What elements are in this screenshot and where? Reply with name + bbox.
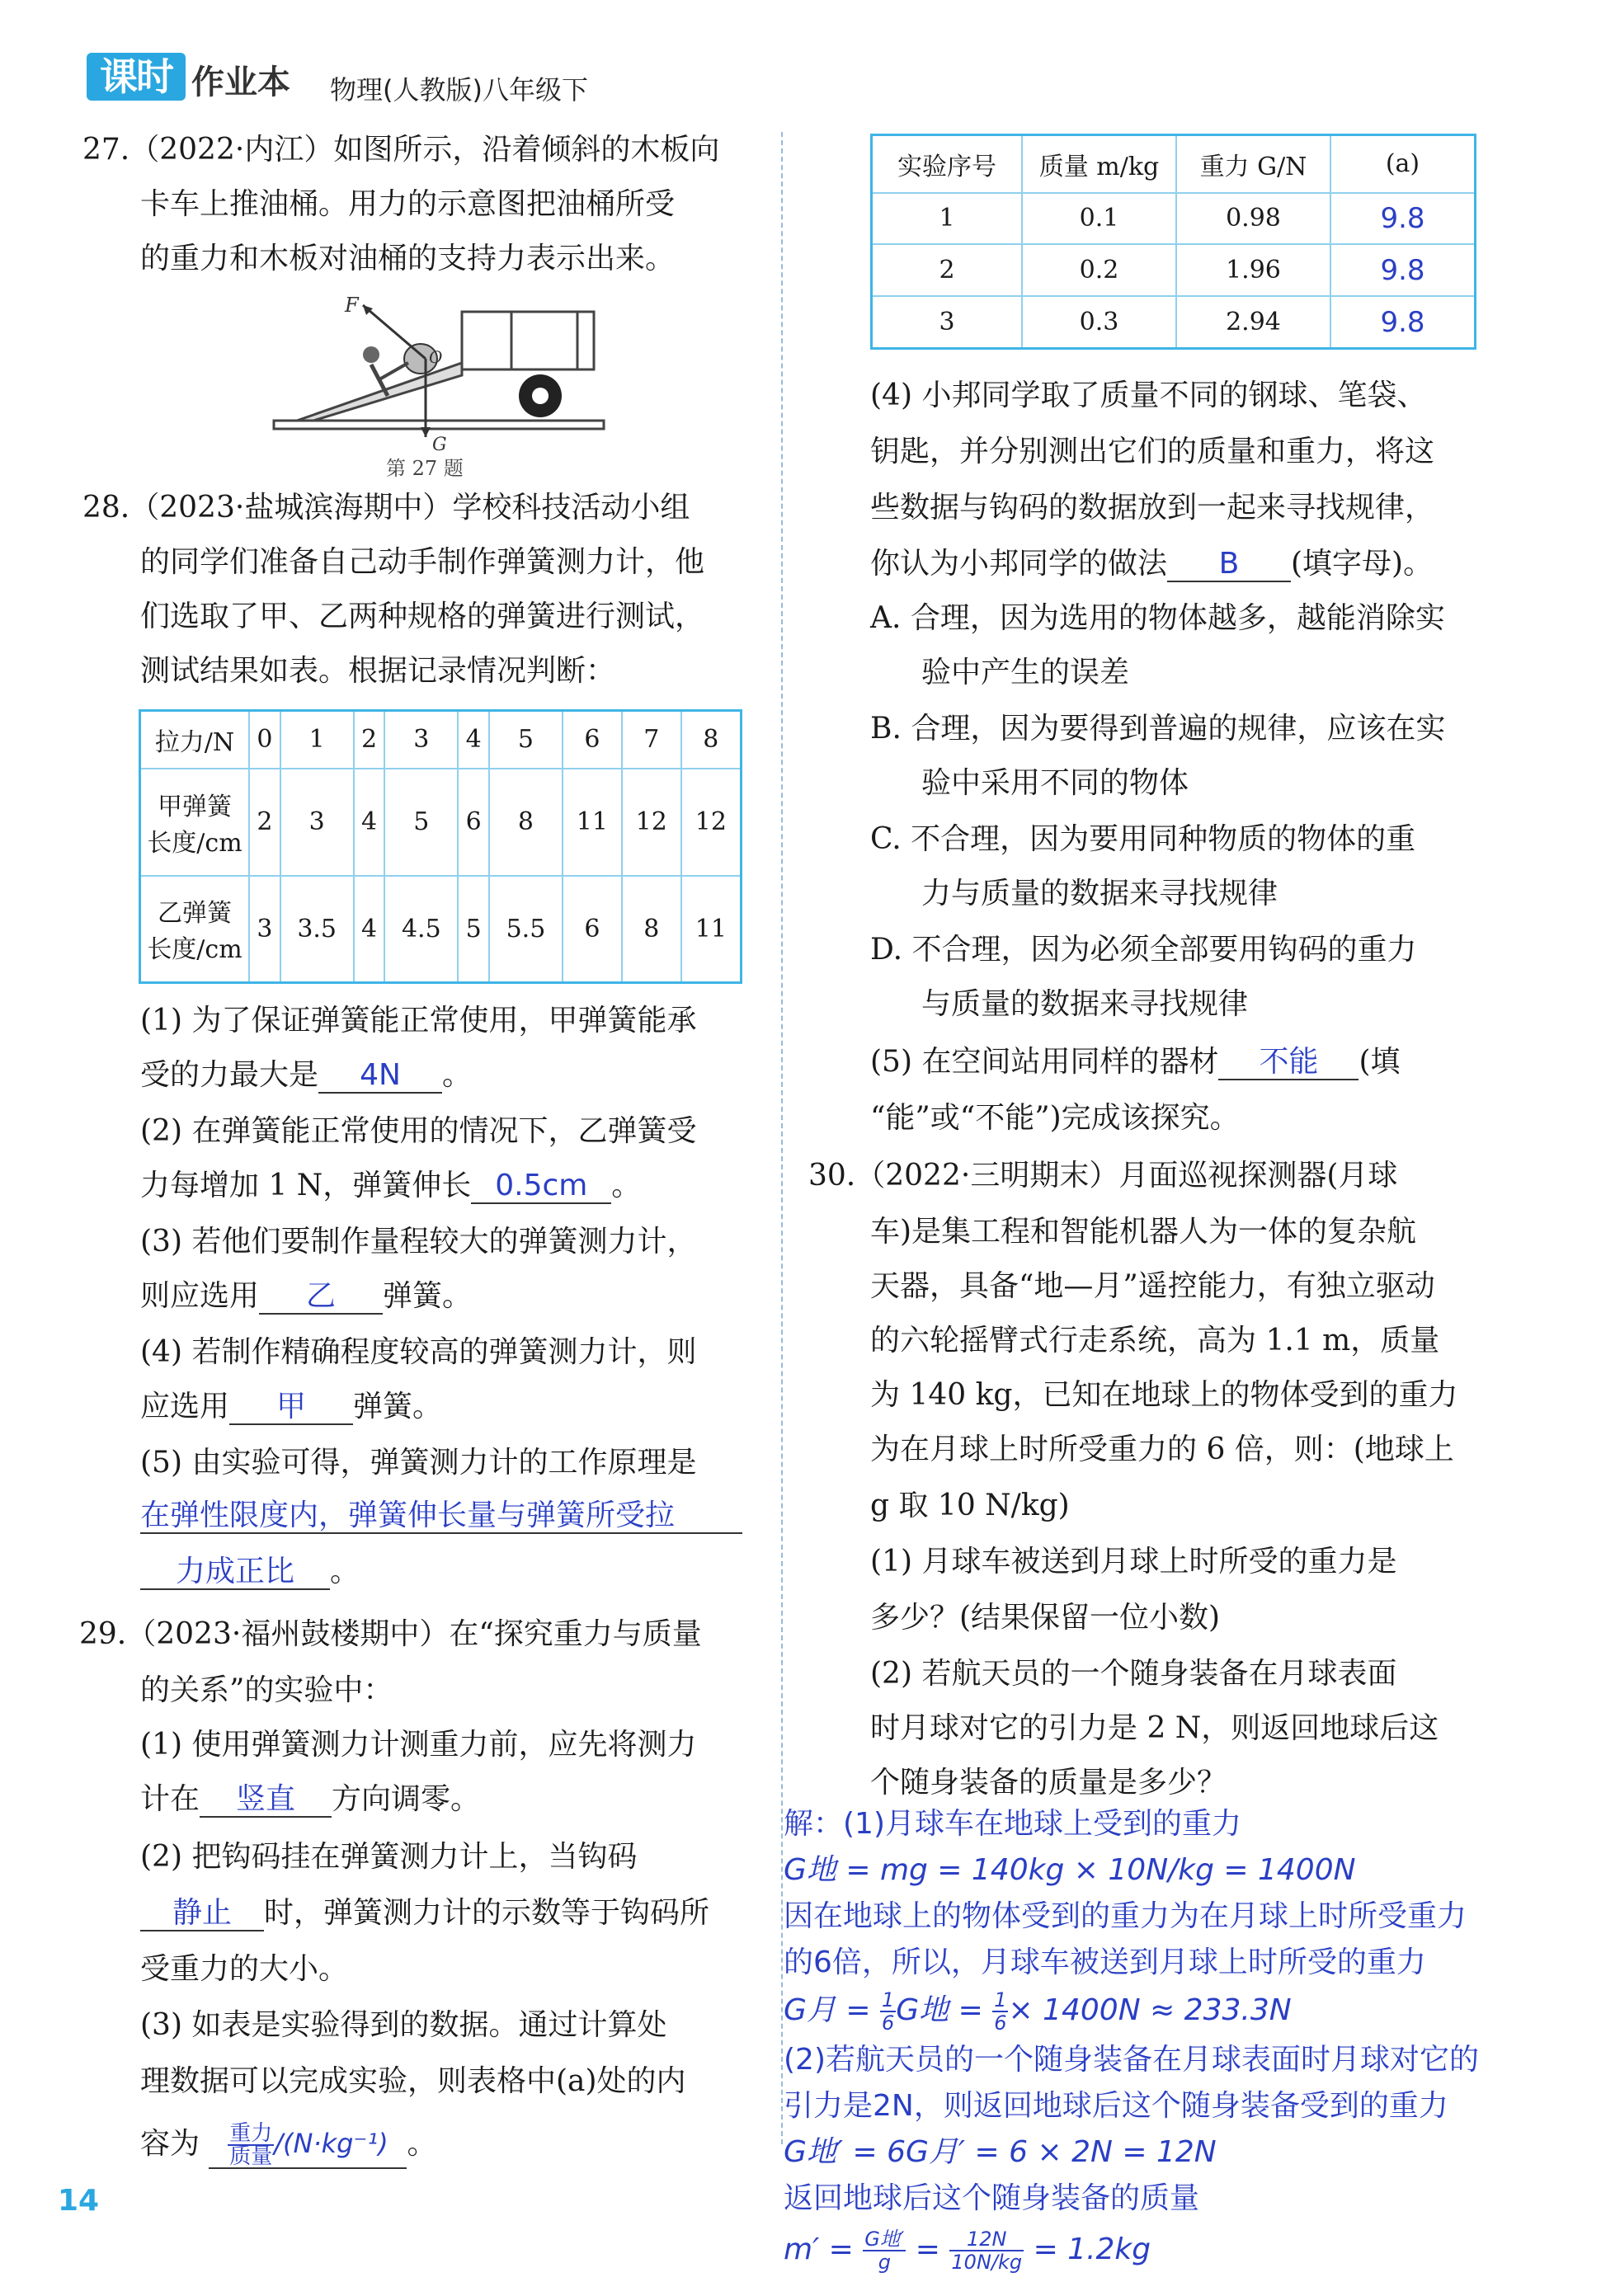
q28-p1-b	[140, 1059, 472, 1094]
text: 力每增加 1 N，弹簧伸长	[140, 1169, 472, 1202]
table-cell: 8	[681, 711, 742, 769]
table-cell: 1	[872, 193, 1023, 245]
denominator: 6	[994, 2011, 1007, 2035]
answer-blank: 0.5cm	[471, 1169, 611, 1204]
q29-p2-c: 受重力的大小。	[140, 1952, 349, 1986]
q30-line: 为在月球上时所受重力的 6 倍，则：(地球上	[870, 1433, 1454, 1466]
q29-p3: (3) 如表是实验得到的数据。通过计算处	[140, 2008, 667, 2042]
option-b: B. 合理，因为要得到普遍的规律，应该在实	[870, 712, 1446, 746]
table-cell: 1	[280, 711, 354, 769]
solution-line: (2)若航天员的一个随身装备在月球表面时月球对它的	[784, 2043, 1479, 2077]
page-number: 14	[58, 2184, 100, 2218]
denominator: 10N/kg	[951, 2251, 1023, 2274]
table-cell: 2	[354, 711, 385, 769]
table-header: 重力 G/N	[1176, 135, 1330, 193]
denominator: g	[878, 2251, 891, 2274]
q29-p2-b	[140, 1897, 709, 1931]
q30-line: 天器，具备“地—月”遥控能力，有独立驱动	[870, 1269, 1435, 1303]
table-header: 拉力/N	[140, 711, 250, 769]
fraction	[992, 1989, 1008, 2034]
solution-line	[784, 2228, 1151, 2278]
table-cell: 3	[384, 711, 458, 769]
option-a: A. 合理，因为选用的物体越多，越能消除实	[870, 601, 1445, 635]
text: = 1.2kg	[1024, 2232, 1151, 2266]
table-cell: 0.3	[1022, 296, 1176, 349]
table-header: 实验序号	[872, 135, 1023, 193]
solution-line: 解：(1)月球车在地球上受到的重力	[784, 1807, 1241, 1841]
answer-blank	[209, 2123, 407, 2169]
option-c: C. 不合理，因为要用同种物质的物体的重	[870, 822, 1416, 856]
table-header	[140, 769, 250, 876]
text: 。	[330, 1555, 360, 1588]
fraction	[880, 1989, 896, 2034]
row-label: 长度/cm	[147, 828, 243, 858]
option-a-cont: 验中产生的误差	[921, 656, 1130, 689]
q29-p4-d	[870, 548, 1433, 582]
q30-line: 的六轮摇臂式行走系统，高为 1.1 m，质量	[870, 1324, 1440, 1357]
text: 应选用	[140, 1390, 230, 1423]
q30-line: 多少？(结果保留一位小数)	[870, 1601, 1221, 1635]
row-label: 乙弹簧	[158, 899, 232, 929]
table-cell: 12	[622, 769, 681, 876]
table-cell: 9.8	[1330, 193, 1476, 245]
solution-line: G地 = mg = 140kg × 10N/kg = 1400N	[784, 1853, 1356, 1887]
table-cell: 3.5	[280, 876, 354, 983]
table-cell: 3	[872, 296, 1023, 349]
label-O: O	[429, 347, 443, 367]
q28-p3: (3) 若他们要制作量程较大的弹簧测力计，	[140, 1225, 697, 1259]
text: (填	[1358, 1045, 1401, 1079]
q28-p5-answer-1: 在弹性限度内，弹簧伸长量与弹簧所受拉	[140, 1499, 742, 1534]
gravity-table	[870, 134, 1476, 350]
text: 时，弹簧测力计的示数等于钩码所	[264, 1896, 710, 1930]
text: 。	[407, 2127, 437, 2161]
option-d: D. 不合理，因为必须全部要用钩码的重力	[870, 933, 1417, 967]
numerator: 12N	[949, 2228, 1024, 2251]
fraction	[949, 2228, 1024, 2273]
q28-line: 28.（2023·盐城滨海期中）学校科技活动小组	[82, 491, 690, 525]
table-cell: 8	[622, 876, 681, 983]
q29-p2: (2) 把钩码挂在弹簧测力计上，当钩码	[140, 1840, 638, 1874]
table-header: 质量 m/kg	[1022, 135, 1176, 193]
q27-line: 卡车上推油桶。用力的示意图把油桶所受	[140, 187, 676, 221]
q28-p3-b	[140, 1280, 472, 1315]
q29-line: 的关系”的实验中：	[140, 1673, 393, 1707]
text: 容为	[140, 2127, 200, 2161]
q28-p4-b	[140, 1390, 442, 1425]
q28-line: 们选取了甲、乙两种规格的弹簧进行测试，	[140, 600, 705, 633]
answer-blank: 力成正比	[140, 1555, 330, 1590]
solution-line: G地′ = 6G月′ = 6 × 2N = 12N	[784, 2135, 1217, 2169]
fraction	[228, 2123, 274, 2167]
q27-figure	[264, 289, 610, 487]
denominator: 质量	[229, 2144, 273, 2169]
table-cell: 4	[458, 711, 489, 769]
q30-line: (1) 月球车被送到月球上时所受的重力是	[870, 1545, 1397, 1578]
brand-logo: 课时	[87, 53, 186, 101]
q29-p5-b: “能”或“不能”)完成该探究。	[870, 1101, 1240, 1135]
q28-line: 测试结果如表。根据记录情况判断：	[140, 654, 616, 688]
table-cell: 9.8	[1330, 296, 1476, 349]
table-cell: 4	[354, 876, 385, 983]
table-cell: 9.8	[1330, 244, 1476, 296]
q30-line: 车)是集工程和智能机器人为一体的复杂航	[870, 1215, 1417, 1249]
text: 。	[442, 1058, 473, 1092]
table-cell: 11	[563, 769, 622, 876]
q29-p1: (1) 使用弹簧测力计测重力前，应先将测力	[140, 1728, 697, 1762]
answer-blank: 4N	[318, 1059, 442, 1094]
q30-line: 30.（2022·三明期末）月面巡视探测器(月球	[808, 1159, 1398, 1193]
q30-line: g 取 10 N/kg)	[870, 1489, 1070, 1522]
text: 弹簧。	[383, 1279, 473, 1313]
text: 则应选用	[140, 1279, 260, 1313]
table-cell: 5	[384, 769, 458, 876]
header-title: 作业本	[191, 64, 290, 101]
row-label: 甲弹簧	[158, 792, 232, 821]
q30-line: 个随身装备的质量是多少？	[870, 1766, 1227, 1800]
q29-p4-c: 些数据与钩码的数据放到一起来寻找规律，	[870, 491, 1435, 525]
header-subtitle: 物理(人教版)八年级下	[330, 74, 588, 106]
fraction	[863, 2228, 906, 2273]
row-label: 长度/cm	[147, 935, 243, 965]
unit: /(N·kg⁻¹)	[274, 2128, 388, 2159]
text: m′ =	[784, 2232, 864, 2266]
table-cell: 3	[280, 769, 354, 876]
solution-line: 返回地球后这个随身装备的质量	[784, 2181, 1200, 2215]
denominator: 6	[881, 2011, 895, 2035]
q28-p2-b	[140, 1169, 641, 1204]
answer-blank: 乙	[259, 1280, 383, 1315]
table-cell: 1.96	[1176, 244, 1330, 296]
numerator: G地′	[864, 2228, 905, 2251]
table-cell: 0.1	[1022, 193, 1176, 245]
answer-blank: 竖直	[200, 1783, 332, 1818]
numerator: 1	[994, 1988, 1007, 2011]
table-cell: 4.5	[384, 876, 458, 983]
label-G: G	[432, 435, 447, 455]
answer-blank: 甲	[229, 1390, 353, 1425]
q28-p5: (5) 由实验可得，弹簧测力计的工作原理是	[140, 1446, 697, 1480]
solution-line: 的6倍，所以，月球车被送到月球上时所受的重力	[784, 1945, 1426, 1979]
answer-blank: 静止	[140, 1897, 264, 1931]
q29-p3-c	[140, 2123, 436, 2172]
q30-line: 时月球对它的引力是 2 N，则返回地球后这	[870, 1711, 1439, 1745]
q30-line: (2) 若航天员的一个随身装备在月球表面	[870, 1657, 1397, 1691]
table-cell: 5.5	[489, 876, 563, 983]
text: 受的力最大是	[140, 1058, 319, 1092]
text: × 1400N ≈ 233.3N	[1008, 1993, 1292, 2027]
table-cell: 7	[622, 711, 681, 769]
q28-line: 的同学们准备自己动手制作弹簧测力计，他	[140, 545, 705, 579]
q28-p2: (2) 在弹簧能正常使用的情况下，乙弹簧受	[140, 1114, 697, 1148]
table-cell: 5	[458, 876, 489, 983]
q29-p3-b: 理数据可以完成实验，则表格中(a)处的内	[140, 2064, 686, 2098]
q27-line: 的重力和木板对油桶的支持力表示出来。	[140, 242, 676, 275]
numerator: 重力	[229, 2121, 273, 2146]
table-cell: 2.94	[1176, 296, 1330, 349]
table-cell: 8	[489, 769, 563, 876]
answer-blank: B	[1167, 548, 1291, 582]
answer-blank: 不能	[1218, 1046, 1358, 1080]
table-cell: 0.2	[1022, 244, 1176, 296]
table-cell: 2	[872, 244, 1023, 296]
option-b-cont: 验中采用不同的物体	[921, 766, 1189, 800]
label-F: F	[345, 294, 359, 317]
text: 。	[611, 1169, 642, 1202]
q29-p4: (4) 小邦同学取了质量不同的钢球、笔袋、	[870, 379, 1427, 412]
q29-p5	[870, 1046, 1401, 1080]
table-cell: 4	[354, 769, 385, 876]
option-c-cont: 力与质量的数据来寻找规律	[921, 877, 1278, 910]
text: 你认为小邦同学的做法	[870, 547, 1168, 581]
table-cell: 5	[489, 711, 563, 769]
solution-line	[784, 1989, 1292, 2035]
text: (填字母)。	[1291, 547, 1434, 581]
figure-caption: 第 27 题	[386, 457, 464, 480]
table-cell: 2	[249, 769, 280, 876]
table-cell: 12	[681, 769, 742, 876]
solution-line: 因在地球上的物体受到的重力为在月球上时所受重力	[784, 1899, 1467, 1933]
table-cell: 3	[249, 876, 280, 983]
table-cell: 11	[681, 876, 742, 983]
text: 计在	[140, 1782, 200, 1816]
text: G地 =	[896, 1993, 993, 2027]
text: G月 =	[784, 1993, 880, 2027]
text: =	[906, 2232, 950, 2266]
table-cell: 0	[249, 711, 280, 769]
q28-p5-c	[140, 1555, 360, 1590]
table-header	[140, 876, 250, 983]
numerator: 1	[881, 1988, 895, 2011]
text: 弹簧。	[353, 1390, 443, 1423]
q29-p4-b: 钥匙，并分别测出它们的质量和重力，将这	[870, 435, 1435, 468]
spring-table	[139, 709, 742, 984]
q30-line: 为 140 kg，已知在地球上的物体受到的重力	[870, 1378, 1458, 1412]
text: (5) 在空间站用同样的器材	[870, 1045, 1219, 1079]
q29-line: 29.（2023·福州鼓楼期中）在“探究重力与质量	[79, 1617, 702, 1651]
q28-p4: (4) 若制作精确程度较高的弹簧测力计，则	[140, 1335, 697, 1369]
text: 方向调零。	[332, 1782, 481, 1816]
q27-line: 27.（2022·内江）如图所示，沿着倾斜的木板向	[82, 133, 720, 167]
solution-line: 引力是2N，则返回地球后这个随身装备受到的重力	[784, 2089, 1448, 2123]
q29-p1-b	[140, 1783, 480, 1818]
table-cell: 6	[458, 769, 489, 876]
table-header: (a)	[1330, 135, 1476, 193]
q28-p1: (1) 为了保证弹簧能正常使用，甲弹簧能承	[140, 1004, 697, 1037]
table-cell: 6	[563, 876, 622, 983]
table-cell: 0.98	[1176, 193, 1330, 245]
table-cell: 6	[563, 711, 622, 769]
option-d-cont: 与质量的数据来寻找规律	[921, 987, 1249, 1021]
column-divider	[781, 132, 783, 2144]
